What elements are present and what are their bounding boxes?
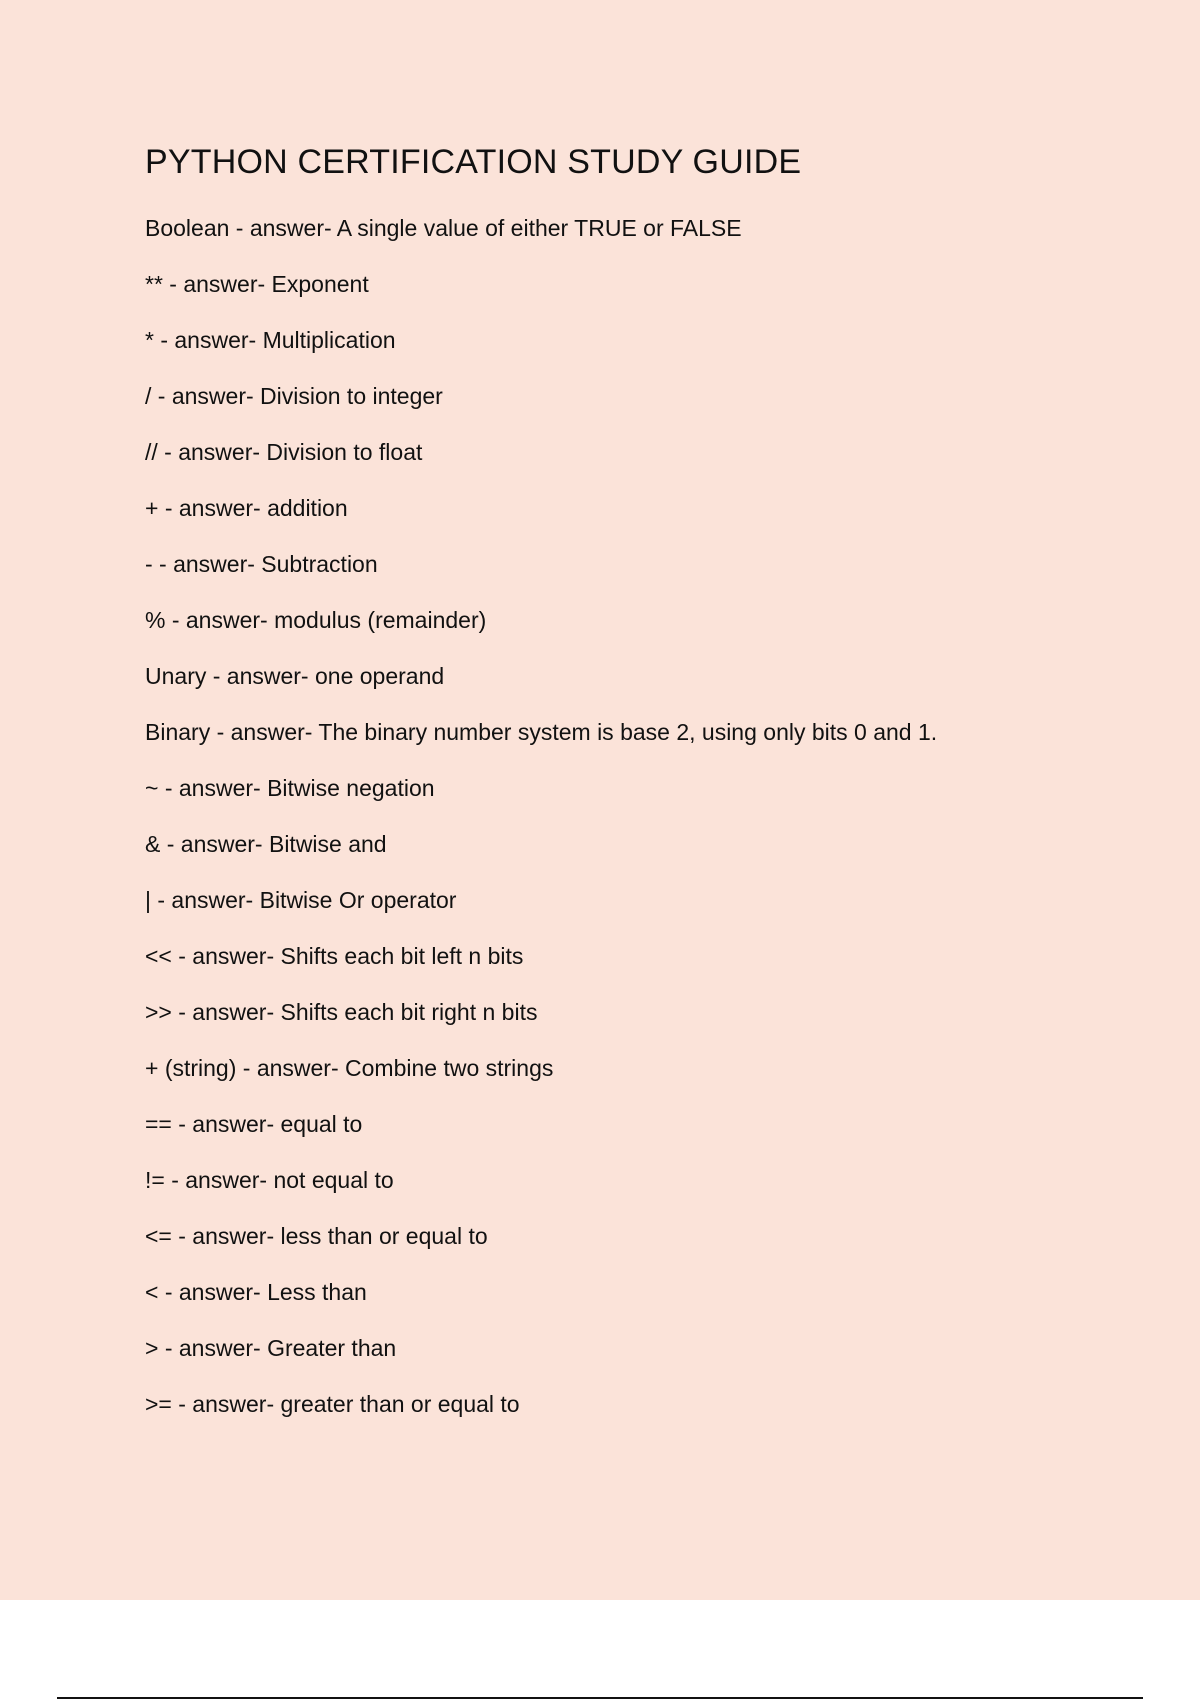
- list-item: & - answer- Bitwise and: [145, 831, 387, 857]
- list-item: // - answer- Division to float: [145, 439, 423, 465]
- list-item: ** - answer- Exponent: [145, 271, 369, 297]
- list-item: Binary - answer- The binary number system is base 2, using only bits 0 and 1.: [145, 719, 938, 745]
- list-item: Boolean - answer- A single value of either TRUE or FALSE: [145, 215, 742, 241]
- list-item: | - answer- Bitwise Or operator: [145, 887, 457, 913]
- list-item: >> - answer- Shifts each bit right n bits: [145, 999, 538, 1025]
- list-item: Unary - answer- one operand: [145, 663, 445, 689]
- list-item: ~ - answer- Bitwise negation: [145, 775, 435, 801]
- list-item: > - answer- Greater than: [145, 1335, 397, 1361]
- list-item: - - answer- Subtraction: [145, 551, 378, 577]
- list-item: == - answer- equal to: [145, 1111, 363, 1137]
- page-title: PYTHON CERTIFICATION STUDY GUIDE: [145, 143, 802, 181]
- footer-divider: [57, 1697, 1143, 1699]
- list-item: + - answer- addition: [145, 495, 348, 521]
- list-item: * - answer- Multiplication: [145, 327, 396, 353]
- list-item: <= - answer- less than or equal to: [145, 1223, 488, 1249]
- list-item: >= - answer- greater than or equal to: [145, 1391, 520, 1417]
- list-item: + (string) - answer- Combine two strings: [145, 1055, 554, 1081]
- list-item: % - answer- modulus (remainder): [145, 607, 487, 633]
- list-item: << - answer- Shifts each bit left n bits: [145, 943, 524, 969]
- entry-list: [145, 213, 937, 1445]
- list-item: < - answer- Less than: [145, 1279, 367, 1305]
- list-item: != - answer- not equal to: [145, 1167, 394, 1193]
- list-item: / - answer- Division to integer: [145, 383, 443, 409]
